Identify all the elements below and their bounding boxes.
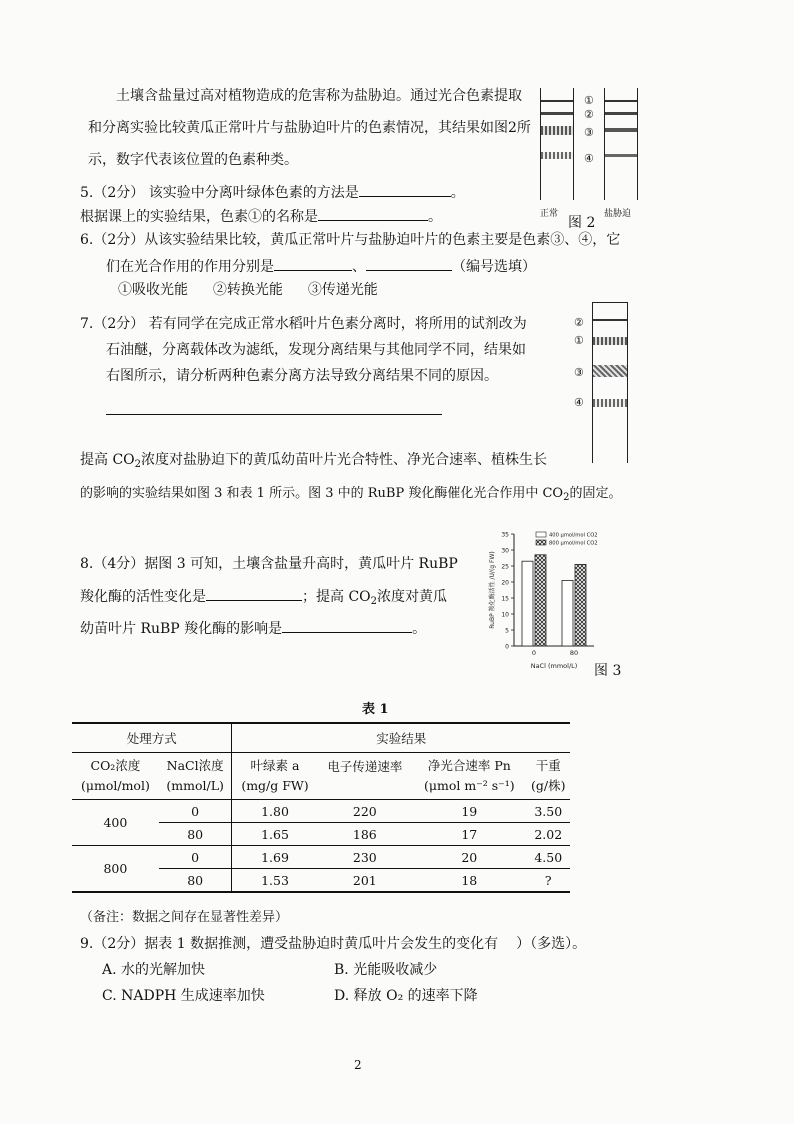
fig2-marker-1: ①	[584, 94, 594, 107]
question-7	[80, 314, 527, 334]
cell-chl: 1.69	[232, 846, 318, 869]
q8-line2-c: 浓度对黄瓜	[377, 589, 448, 605]
q8-line2-a: 羧化酶的活性变化是	[80, 589, 206, 605]
question-5-line-2	[80, 206, 442, 227]
q7-line-3: 右图所示，请分析两种色素分离方法导致分离结果不同的原因。	[106, 368, 498, 384]
cell-etr: 220	[318, 800, 413, 823]
band-2	[593, 319, 627, 321]
band-1	[541, 100, 573, 102]
y-tick-label: 5	[505, 627, 509, 635]
q6-answer-blank-1[interactable]	[274, 256, 352, 271]
q7-fig-marker-1: ①	[574, 334, 584, 347]
col-nacl-l1: NaCl浓度	[166, 758, 224, 773]
legend-swatch-0	[536, 532, 546, 537]
cell-chl: 1.53	[261, 872, 289, 888]
q9-score: （2分）	[93, 936, 145, 952]
q5-answer-blank-2[interactable]	[318, 206, 428, 221]
cell-nacl: 80	[159, 823, 232, 846]
q6-line2-text: 们在光合作用的作用分别是	[106, 259, 274, 275]
intro2-text-b: 浓度对盐胁迫下的黄瓜幼苗叶片光合特性、净光合速率、植株生长	[141, 452, 548, 468]
q5-text: 该实验中分离叶绿体色素的方法是	[148, 185, 359, 201]
figure-3-caption: 图 3	[594, 663, 622, 679]
cell-dw: 4.50	[527, 846, 571, 869]
cell-dw: ?	[544, 872, 552, 888]
q9-option-a-key: A.	[102, 962, 117, 978]
cell-pn: 20	[412, 846, 526, 869]
y-tick-label: 0	[505, 643, 509, 651]
q7-fig-marker-2: ②	[574, 316, 584, 329]
table-row	[72, 846, 570, 869]
col-pn-l2: (μmol m⁻² s⁻¹)	[423, 778, 515, 793]
q9-paren: ）（多选）。	[516, 936, 587, 952]
q6-score: （2分）	[93, 232, 145, 248]
x-tick-label: 80	[569, 649, 579, 657]
col-nacl-l2: (mmol/L)	[166, 778, 224, 793]
fig2-label-salt: 盐胁迫	[604, 209, 632, 219]
q8-answer-blank-1[interactable]	[206, 586, 302, 601]
q9-option-d-key: D.	[334, 988, 350, 1004]
table-1	[72, 722, 570, 893]
y-tick-label: 30	[501, 547, 509, 555]
intro2-line-1	[80, 450, 547, 475]
intro2-sub: 2	[134, 459, 142, 470]
bar-400-nacl-0	[522, 561, 533, 646]
legend-swatch-1	[536, 540, 546, 545]
q7-answer-line[interactable]	[106, 414, 442, 415]
band-2	[605, 112, 637, 115]
table-1-title: 表 1	[362, 702, 389, 717]
q8-end: 。	[412, 621, 427, 637]
q5-end-2: 。	[428, 209, 442, 225]
q5-line2-text: 根据课上的实验结果，色素①的名称是	[80, 209, 318, 225]
cell-pn: 17	[412, 823, 526, 846]
band-4	[541, 152, 573, 159]
band-3	[605, 128, 637, 132]
y-tick-label: 25	[501, 563, 509, 571]
x-tick-label: 0	[531, 649, 537, 657]
q5-end-1: 。	[450, 185, 465, 201]
y-tick-label: 15	[501, 595, 509, 603]
col-header-etr: 电子传递速率	[327, 759, 403, 774]
y-tick-label: 10	[501, 611, 509, 619]
cell-co2: 800	[72, 846, 159, 893]
q6-option-1: ①吸收光能	[118, 282, 188, 298]
q8-line3-a: 幼苗叶片 RuBP 羧化酶的影响是	[80, 621, 283, 637]
col-header-chl	[232, 753, 318, 800]
intro2-line2-b: 的固定。	[569, 486, 622, 501]
band-1	[605, 100, 637, 102]
table-row	[72, 800, 570, 823]
cell-chl: 1.65	[232, 823, 318, 846]
page-number: 2	[354, 1058, 362, 1072]
question-6-line-2	[106, 256, 536, 277]
q9-option-b[interactable]	[334, 960, 437, 980]
col-co2-l1: CO₂浓度	[90, 758, 141, 773]
cell-chl: 1.80	[232, 800, 318, 823]
q6-options	[118, 280, 378, 300]
intro2-line-2	[80, 484, 621, 508]
q8-number: 8.	[80, 556, 94, 572]
q5-number: 5.	[80, 185, 94, 201]
col-header-nacl	[159, 753, 232, 800]
cell-nacl: 80	[159, 869, 232, 893]
fig2-caption: 图 2	[568, 215, 596, 231]
q8-score: （4分）	[93, 556, 145, 572]
band-4	[605, 154, 637, 157]
intro-line-3: 示，数字代表该位置的色素种类。	[88, 152, 298, 168]
band-2	[541, 112, 573, 115]
q8-line-2	[80, 586, 447, 612]
q6-hint: （编号选填）	[452, 259, 536, 275]
cell-etr: 201	[352, 872, 377, 888]
cell-etr: 186	[318, 823, 413, 846]
q9-option-d-text: 释放 O₂ 的速率下降	[353, 988, 478, 1004]
col-header-co2	[72, 753, 159, 800]
intro2-line2-sub: 2	[563, 492, 570, 503]
col-header-dw	[527, 753, 571, 800]
legend-label-1: 800 μmol/mol CO2	[549, 540, 598, 547]
col-chl-l1: 叶绿素 a	[250, 758, 300, 773]
cell-dw: 2.02	[527, 823, 571, 846]
q8-line2-sub: 2	[370, 596, 378, 607]
q8-line-1: 据图 3 可知，土壤含盐量升高时，黄瓜叶片 RuBP	[144, 556, 458, 572]
y-tick-label: 20	[501, 579, 509, 587]
fig2-marker-2: ②	[584, 108, 594, 121]
q9-option-c-text: NADPH 生成速率加快	[121, 988, 265, 1004]
q8-line-3	[80, 618, 426, 639]
band-3	[593, 365, 627, 377]
q6-sep: 、	[352, 259, 366, 275]
q9-option-c-key: C.	[102, 988, 117, 1004]
intro-line-2: 和分离实验比较黄瓜正常叶片与盐胁迫叶片的色素情况，其结果如图2所	[88, 120, 531, 136]
cell-co2: 400	[72, 800, 159, 846]
q9-option-b-key: B.	[334, 962, 349, 978]
fig2-marker-4: ④	[584, 152, 594, 165]
col-header-pn	[412, 753, 526, 800]
q6-number: 6.	[80, 232, 94, 248]
q7-fig-marker-4: ④	[574, 396, 584, 409]
q5-score: （2分）	[93, 185, 145, 201]
cell-nacl: 0	[159, 800, 232, 823]
question-9	[80, 934, 586, 954]
band-3	[541, 126, 573, 135]
fig2-label-normal: 正常	[540, 209, 559, 219]
col-co2-l2: (μmol/mol)	[80, 778, 150, 793]
header-group-treatment: 处理方式	[72, 723, 232, 753]
y-axis-label: RuBP 羧化酶活性 /U/(g FW)	[489, 551, 496, 629]
cell-nacl: 0	[159, 846, 232, 869]
q9-text: 据表 1 数据推测，遭受盐胁迫时黄瓜叶片会发生的变化有	[144, 936, 499, 952]
bar-800-nacl-80	[575, 564, 586, 646]
q9-option-a-text: 水的光解加快	[121, 962, 206, 978]
q6-option-3: ③传递光能	[307, 282, 378, 298]
cell-pn: 18	[461, 872, 478, 888]
intro2-text-a: 提高 CO	[80, 452, 135, 468]
column-normal	[540, 88, 574, 200]
q9-option-a[interactable]	[102, 960, 205, 980]
col-chl-l2: (mg/g FW)	[241, 778, 309, 793]
q8-line2-b: ；提高 CO	[302, 589, 371, 605]
column-petroleum-ether	[592, 302, 628, 463]
x-axis-label: NaCl (mmol/L)	[530, 662, 578, 670]
q9-number: 9.	[80, 936, 94, 952]
col-dw-l1: 干重	[535, 758, 561, 773]
cell-dw: 3.50	[527, 800, 571, 823]
q7-line-2: 石油醚，分离载体改为滤纸，发现分离结果与其他同学不同，结果如	[106, 342, 526, 358]
fig2-marker-3: ③	[584, 126, 594, 139]
q7-score: （2分）	[93, 316, 145, 332]
q5-answer-blank-1[interactable]	[359, 182, 451, 197]
column-salt	[604, 88, 638, 200]
col-pn-l1: 净光合速率 Pn	[427, 758, 511, 773]
q7-fig-marker-3: ③	[574, 366, 584, 379]
q6-option-2: ②转换光能	[212, 282, 283, 298]
intro-line-1: 土壤含盐量过高对植物造成的危害称为盐胁迫。通过光合色素提取	[116, 88, 522, 104]
table-1-note: （备注：数据之间存在显著性差异）	[80, 910, 289, 925]
cell-etr: 230	[318, 846, 413, 869]
y-tick-label: 35	[501, 531, 509, 539]
header-group-results: 实验结果	[232, 723, 570, 753]
cell-pn: 19	[412, 800, 526, 823]
band-4	[593, 399, 627, 407]
intro2-line2-a: 的影响的实验结果如图 3 和表 1 所示。图 3 中的 RuBP 羧化酶催化光合作用中 CO	[80, 486, 564, 501]
question-8	[80, 554, 458, 574]
q8-answer-blank-2[interactable]	[282, 618, 412, 633]
question-6	[80, 230, 620, 250]
q7-line-1: 若有同学在完成正常水稻叶片色素分离时，将所用的试剂改为	[148, 316, 527, 332]
bar-800-nacl-0	[535, 555, 546, 646]
band-1	[593, 337, 627, 345]
question-5	[80, 182, 465, 203]
q9-option-d[interactable]	[334, 986, 478, 1006]
q6-answer-blank-2[interactable]	[366, 256, 452, 271]
bar-400-nacl-80	[562, 580, 573, 646]
q6-text: 从该实验结果比较，黄瓜正常叶片与盐胁迫叶片的色素主要是色素③、④，它	[144, 232, 621, 248]
q9-option-c[interactable]	[102, 986, 265, 1006]
col-dw-l2: (g/株)	[531, 778, 566, 793]
legend-label-0: 400 μmol/mol CO2	[549, 532, 598, 539]
q9-option-b-text: 光能吸收减少	[353, 962, 438, 978]
q7-number: 7.	[80, 316, 94, 332]
